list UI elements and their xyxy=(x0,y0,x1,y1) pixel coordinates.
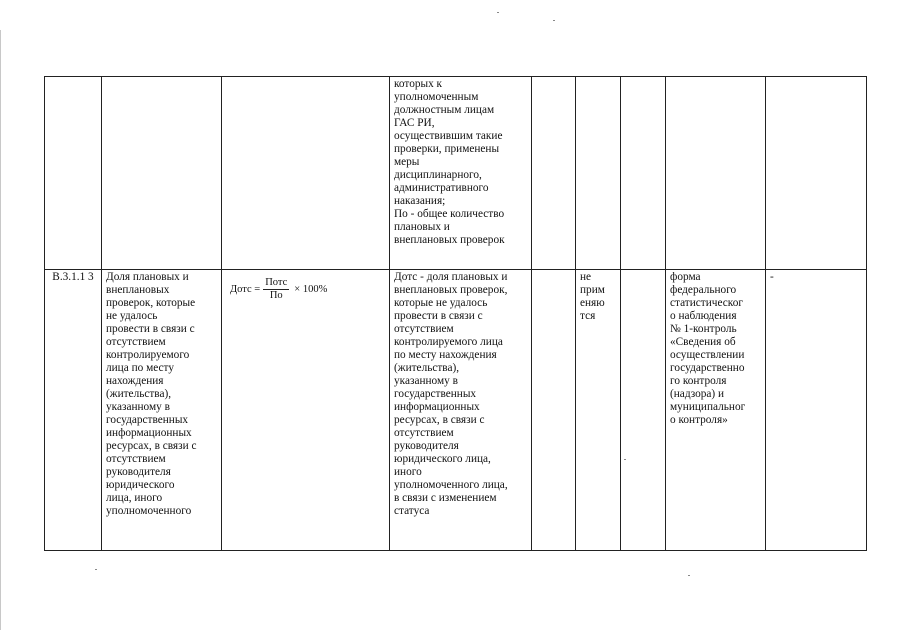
definition-line: уполномоченного лица, xyxy=(394,479,508,491)
name-line: указанному в xyxy=(106,401,170,413)
definition-line: в связи с изменением xyxy=(394,492,497,504)
formula-fraction xyxy=(263,277,289,302)
indicators-table xyxy=(44,76,867,551)
definition-line: осуществившим такие xyxy=(394,130,503,142)
definition-line: отсутствием xyxy=(394,427,454,439)
indicator-note: - xyxy=(766,270,867,551)
source-line: осуществлении xyxy=(670,349,745,361)
definition-line: Дотс - доля плановых и xyxy=(394,271,508,283)
definition-line: (жительства), xyxy=(394,362,460,374)
applicability-line: прим xyxy=(580,284,605,296)
definition-line: По - общее количество xyxy=(394,208,505,220)
scan-speck xyxy=(95,569,97,570)
source-line: федерального xyxy=(670,284,737,296)
indicator-code: В.3.1.1 3 xyxy=(45,270,102,551)
name-cell xyxy=(102,77,222,270)
empty-cell xyxy=(532,270,576,551)
source-line: муниципальног xyxy=(670,401,746,413)
definition-line: внеплановых проверок, xyxy=(394,284,508,296)
definition-line: меры xyxy=(394,156,420,168)
name-line: лица по месту xyxy=(106,362,174,374)
source-line: № 1-контроль xyxy=(670,323,737,335)
scan-speck xyxy=(497,12,499,13)
formula-multiplier: × 100% xyxy=(294,284,328,295)
name-line: юридического xyxy=(106,479,175,491)
indicator-applicability xyxy=(576,270,621,551)
definition-line: статуса xyxy=(394,505,430,517)
name-line: внеплановых xyxy=(106,284,170,296)
indicator-name xyxy=(102,270,222,551)
empty-cell xyxy=(621,270,666,551)
name-line: не удалось xyxy=(106,310,158,322)
definition-line: юридического лица, xyxy=(394,453,491,465)
formula-numerator: Потс xyxy=(265,277,288,288)
indicator-formula xyxy=(222,270,390,551)
indicator-source xyxy=(666,270,766,551)
name-line: контролируемого xyxy=(106,349,190,361)
definition-line: иного xyxy=(394,466,422,478)
name-line: проверок, которые xyxy=(106,297,196,309)
name-line: отсутствием xyxy=(106,453,166,465)
source-line: о контроля» xyxy=(670,414,728,426)
applicability-cell xyxy=(576,77,621,270)
formula-cell xyxy=(222,77,390,270)
note-cell xyxy=(766,77,867,270)
name-line: (жительства), xyxy=(106,388,172,400)
applicability-line: еняю xyxy=(580,297,605,309)
name-line: ресурсах, в связи с xyxy=(106,440,197,452)
formula xyxy=(226,271,385,302)
empty-cell xyxy=(621,77,666,270)
source-cell xyxy=(666,77,766,270)
name-line: Доля плановых и xyxy=(106,271,189,283)
definition-line: государственных xyxy=(394,388,477,400)
source-line: статистическог xyxy=(670,297,743,309)
applicability-line: не xyxy=(580,271,592,283)
definition-line: руководителя xyxy=(394,440,459,452)
table-row xyxy=(45,270,867,551)
name-line: нахождения xyxy=(106,375,164,387)
definition-line: указанному в xyxy=(394,375,458,387)
source-line: (надзора) и xyxy=(670,388,725,400)
definition-line: по месту нахождения xyxy=(394,349,497,361)
indicator-definition xyxy=(390,270,532,551)
definition-line: информационных xyxy=(394,401,480,413)
name-line: информационных xyxy=(106,427,192,439)
source-line: форма xyxy=(670,271,701,283)
definition-line: ресурсах, в связи с xyxy=(394,414,485,426)
name-line: руководителя xyxy=(106,466,171,478)
scan-speck xyxy=(553,20,555,21)
empty-cell xyxy=(532,77,576,270)
definition-line: уполномоченным xyxy=(394,91,479,103)
formula-lhs: Дотс = xyxy=(230,284,261,295)
scan-speck xyxy=(688,575,690,576)
source-line: го контроля xyxy=(670,375,727,387)
scan-edge xyxy=(0,30,1,630)
code-cell xyxy=(45,77,102,270)
definition-line: дисциплинарного, xyxy=(394,169,482,181)
definition-line: внеплановых проверок xyxy=(394,234,505,246)
definition-line: плановых и xyxy=(394,221,450,233)
definition-line: проверки, применены xyxy=(394,143,500,155)
name-line: лица, иного xyxy=(106,492,163,504)
definition-line: которых к xyxy=(394,78,443,90)
definition-line: которые не удалось xyxy=(394,297,488,309)
source-line: «Сведения об xyxy=(670,336,736,348)
name-line: провести в связи с xyxy=(106,323,195,335)
source-line: о наблюдения xyxy=(670,310,737,322)
definition-line: ГАС РИ, xyxy=(394,117,435,129)
definition-line: наказания; xyxy=(394,195,446,207)
formula-denominator: По xyxy=(269,290,283,301)
definition-line: провести в связи с xyxy=(394,310,483,322)
definition-line: отсутствием xyxy=(394,323,454,335)
definition-line: должностным лицам xyxy=(394,104,495,116)
name-line: государственных xyxy=(106,414,189,426)
applicability-line: тся xyxy=(580,310,596,322)
definition-line: административного xyxy=(394,182,489,194)
definition-cell xyxy=(390,77,532,270)
table-row xyxy=(45,77,867,270)
source-line: государственно xyxy=(670,362,745,374)
name-line: уполномоченного xyxy=(106,505,192,517)
name-line: отсутствием xyxy=(106,336,166,348)
definition-line: контролируемого лица xyxy=(394,336,503,348)
